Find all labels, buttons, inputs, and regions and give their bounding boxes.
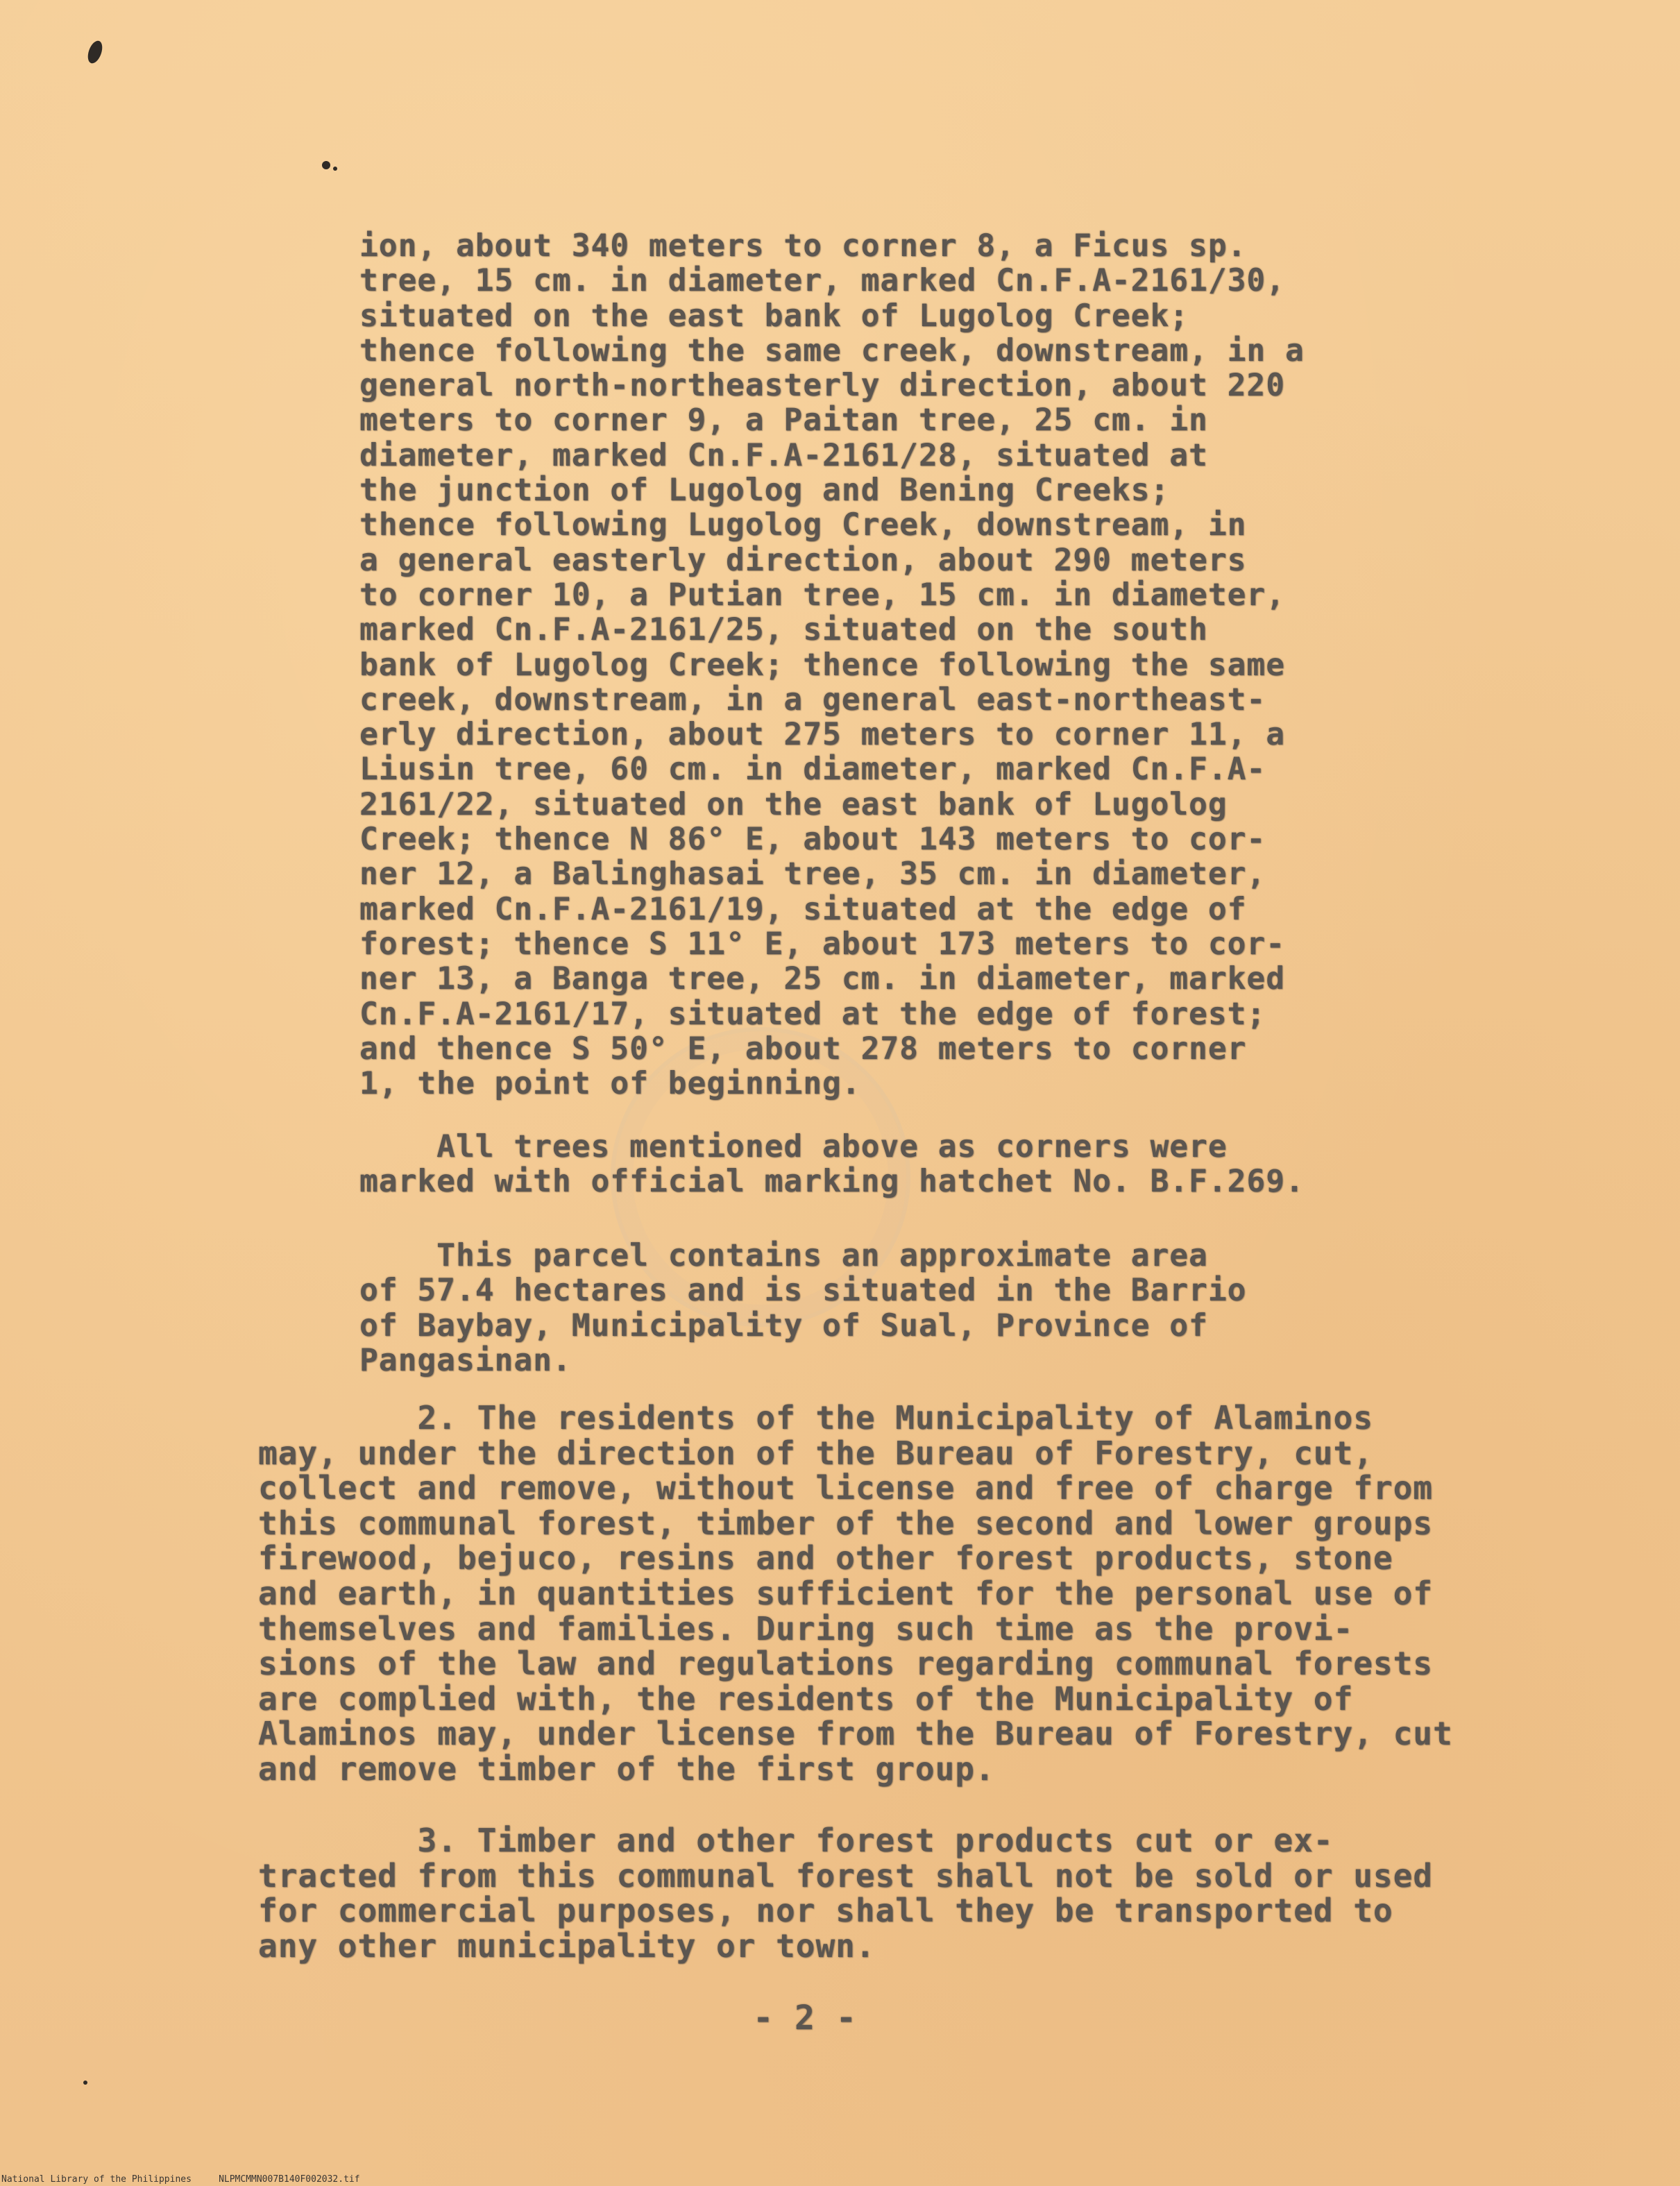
archive-footer-label: National Library of the Philippines NLPMCMMN007B140F002032.tif (1, 2174, 360, 2185)
section-2-paragraph: 2. The residents of the Municipality of Alaminos may, under the direction of the Bureau of Forestry, cut, collect and remove, without license and free of charge from this communal forest, timber of the second and lower groups firewood, bejuco, resins and other forest products, stone and earth, in quantities sufficient for the personal use of themselves and families. During such time as the provi- sions of the law and regulations regarding communal forests are complied with, the residents of the Municipality of Alaminos may, under license from the Bureau of Forestry, cut and remove timber of the first group. (258, 1399, 1453, 1788)
page-number: - 2 - (753, 1999, 857, 2037)
ink-speck-small (322, 161, 330, 169)
parcel-area-paragraph: This parcel contains an approximate area of 57.4 hectares and is situated in the Barrio of Baybay, Municipality of Sual, Province of Pangasinan. (359, 1238, 1247, 1378)
ink-speck-tiny (333, 167, 337, 171)
ink-speck-top-left (85, 39, 105, 65)
marked-trees-paragraph: All trees mentioned above as corners were marked with official marking hatchet No. B.F.269. (359, 1129, 1305, 1200)
section-3-paragraph: 3. Timber and other forest products cut or ex- tracted from this communal forest shall not be sold or used for commercial purposes, nor shall they be transported to any other municipality or town. (258, 1822, 1433, 1965)
boundary-description-paragraph: ion, about 340 meters to corner 8, a Ficus sp. tree, 15 cm. in diameter, marked Cn.F.A-2161/30, situated on the east bank of Lugolog Creek; thence following the same creek, downstream, in a general north-northeasterly direction, about 220 meters to corner 9, a Paitan tree, 25 cm. in diameter, marked Cn.F.A-2161/28, situated at the junction of Lugolog and Bening Creeks; thence following Lugolog Creek, downstream, in a general easterly direction, about 290 meters to corner 10, a Putian tree, 15 cm. in diameter, marked Cn.F.A-2161/25, situated on the south bank of Lugolog Creek; thence following the same creek, downstream, in a general east-northeast- erly direction, about 275 meters to corner 11, a Liusin tree, 60 cm. in diameter, marked Cn.F.A- 2161/22, situated on the east bank of Lugolog Creek; thence N 86° E, about 143 meters to cor- ner 12, a Balinghasai tree, 35 cm. in diameter, marked Cn.F.A-2161/19, situated at the edge of forest; thence S 11° E, about 173 meters to cor- ner 13, a Banga tree, 25 cm. in diameter, marked Cn.F.A-2161/17, situated at the edge of forest; and thence S 50° E, about 278 meters to corner 1, the point of beginning. (359, 228, 1305, 1102)
ink-speck-bottom-left (83, 2081, 87, 2085)
